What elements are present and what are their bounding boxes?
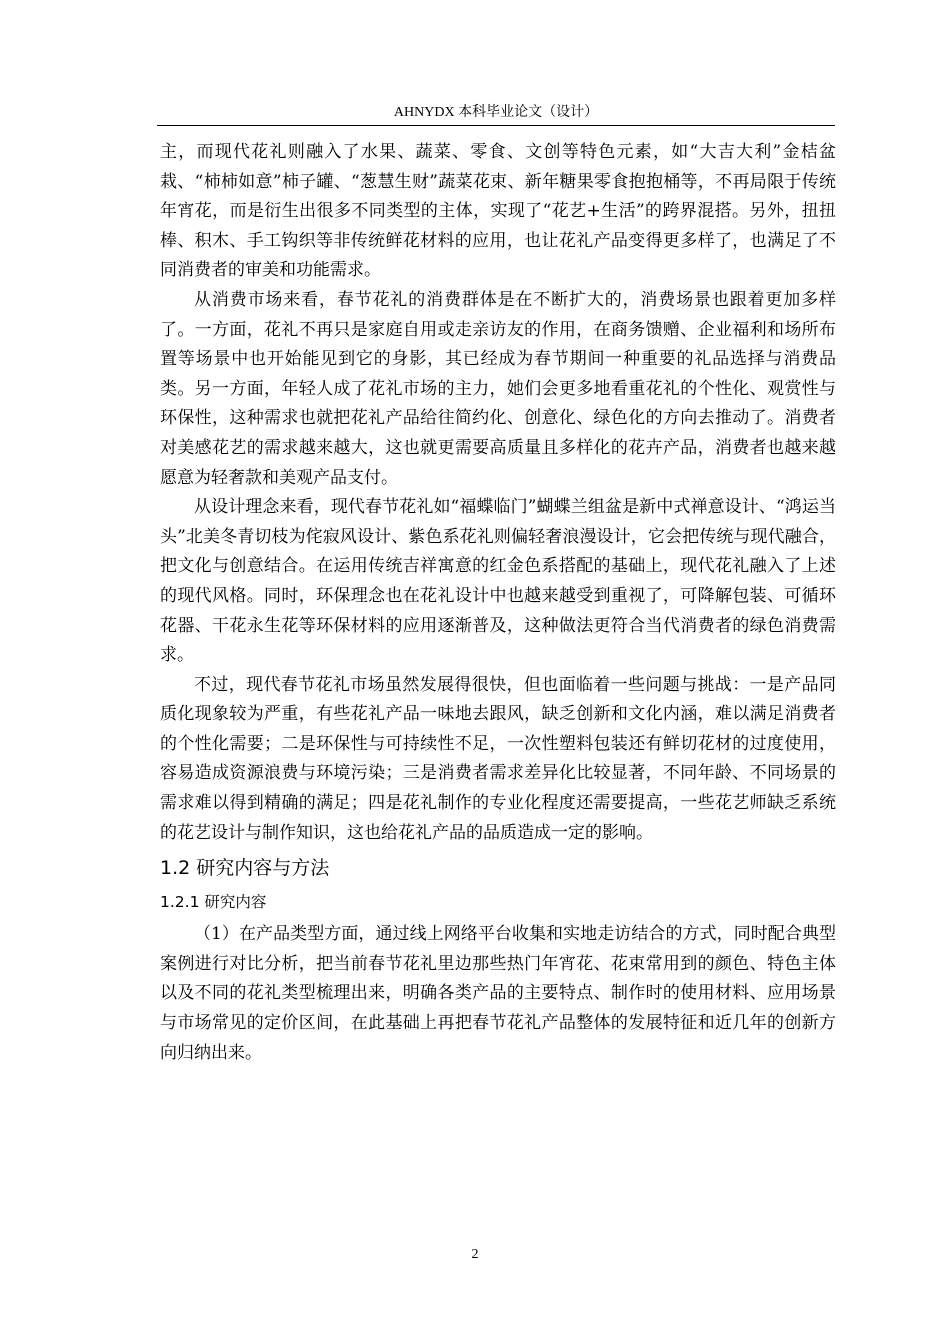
body-paragraph-5: （1）在产品类型方面，通过线上网络平台收集和实地走访结合的方式，同时配合典型案例进行对比分析，把当前春节花礼里边那些热门年宵花、花束常用到的颜色、特色主体以及不同的花礼类型梳理出来，明确各类产品的主要特点、制作时的使用材料、应用场景与市场常见的定价区间，在此基础上再把春节花礼产品整体的发展特征和近几年的创新方向归纳出来。: [160, 924, 836, 1063]
running-header: AHNYDX 本科毕业论文（设计）: [393, 105, 599, 120]
subsection-heading: 1.2.1 研究内容: [160, 893, 267, 912]
body-paragraph-2: 从消费市场来看，春节花礼的消费群体是在不断扩大的，消费场景也跟着更加多样了。一方面，花礼不再只是家庭自用或走亲访友的作用，在商务馈赠、企业福利和场所布置等场景中也开始能见到它的身影，其已经成为春节期间一种重要的礼品选择与消费品类。另一方面，年轻人成了花礼市场的主力，她们会更多地看重花礼的个性化、观赏性与环保性，这种需求也就把花礼产品给往简约化、创意化、绿色化的方向去推动了。消费者对美感花艺的需求越来越大，这也就更需要高质量且多样化的花卉产品，消费者也越来越愿意为轻奢款和美观产品支付。: [160, 289, 836, 488]
page-body: [160, 138, 836, 1068]
body-paragraph-3: 从设计理念来看，现代春节花礼如“福蝶临门”蝴蝶兰组盆是新中式禅意设计、“鸿运当头”北美冬青切枝为侘寂风设计、紫色系花礼则偏轻奢浪漫设计，它会把传统与现代融合，把文化与创意结合。在运用传统吉祥寓意的红金色系搭配的基础上，现代花礼融入了上述的现代风格。同时，环保理念也在花礼设计中也越来越受到重视了，可降解包装、可循环花器、干花永生花等环保材料的应用逐渐普及，这种做法更符合当代消费者的绿色消费需求。: [160, 497, 836, 666]
body-paragraph-4: 不过，现代春节花礼市场虽然发展得很快，但也面临着一些问题与挑战：一是产品同质化现象较为严重，有些花礼产品一味地去跟风，缺乏创新和文化内涵，难以满足消费者的个性化需要；二是环保性与可持续性不足，一次性塑料包装还有鲜切花材的过度使用，容易造成资源浪费与环境污染；三是消费者需求差异化比较显著，不同年龄、不同场景的需求难以得到精确的满足；四是花礼制作的专业化程度还需要提高，一些花艺师缺乏系统的花艺设计与制作知识，这也给花礼产品的品质造成一定的影响。: [160, 674, 836, 843]
body-paragraph-1: 主，而现代花礼则融入了水果、蔬菜、零食、文创等特色元素，如“大吉大利”金桔盆栽、“柿柿如意”柿子罐、“葱慧生财”蔬菜花束、新年糖果零食抱抱桶等，不再局限于传统年宵花，而是衍生出很多不同类型的主体，实现了“花艺+生活”的跨界混搭。另外，扭扭棒、积木、手工钩织等非传统鲜花材料的应用，也让花礼产品变得更多样了，也满足了不同消费者的审美和功能需求。: [160, 142, 836, 281]
page-number: 2: [471, 1247, 479, 1262]
header-divider: [157, 125, 835, 126]
section-heading: 1.2 研究内容与方法: [160, 857, 330, 880]
